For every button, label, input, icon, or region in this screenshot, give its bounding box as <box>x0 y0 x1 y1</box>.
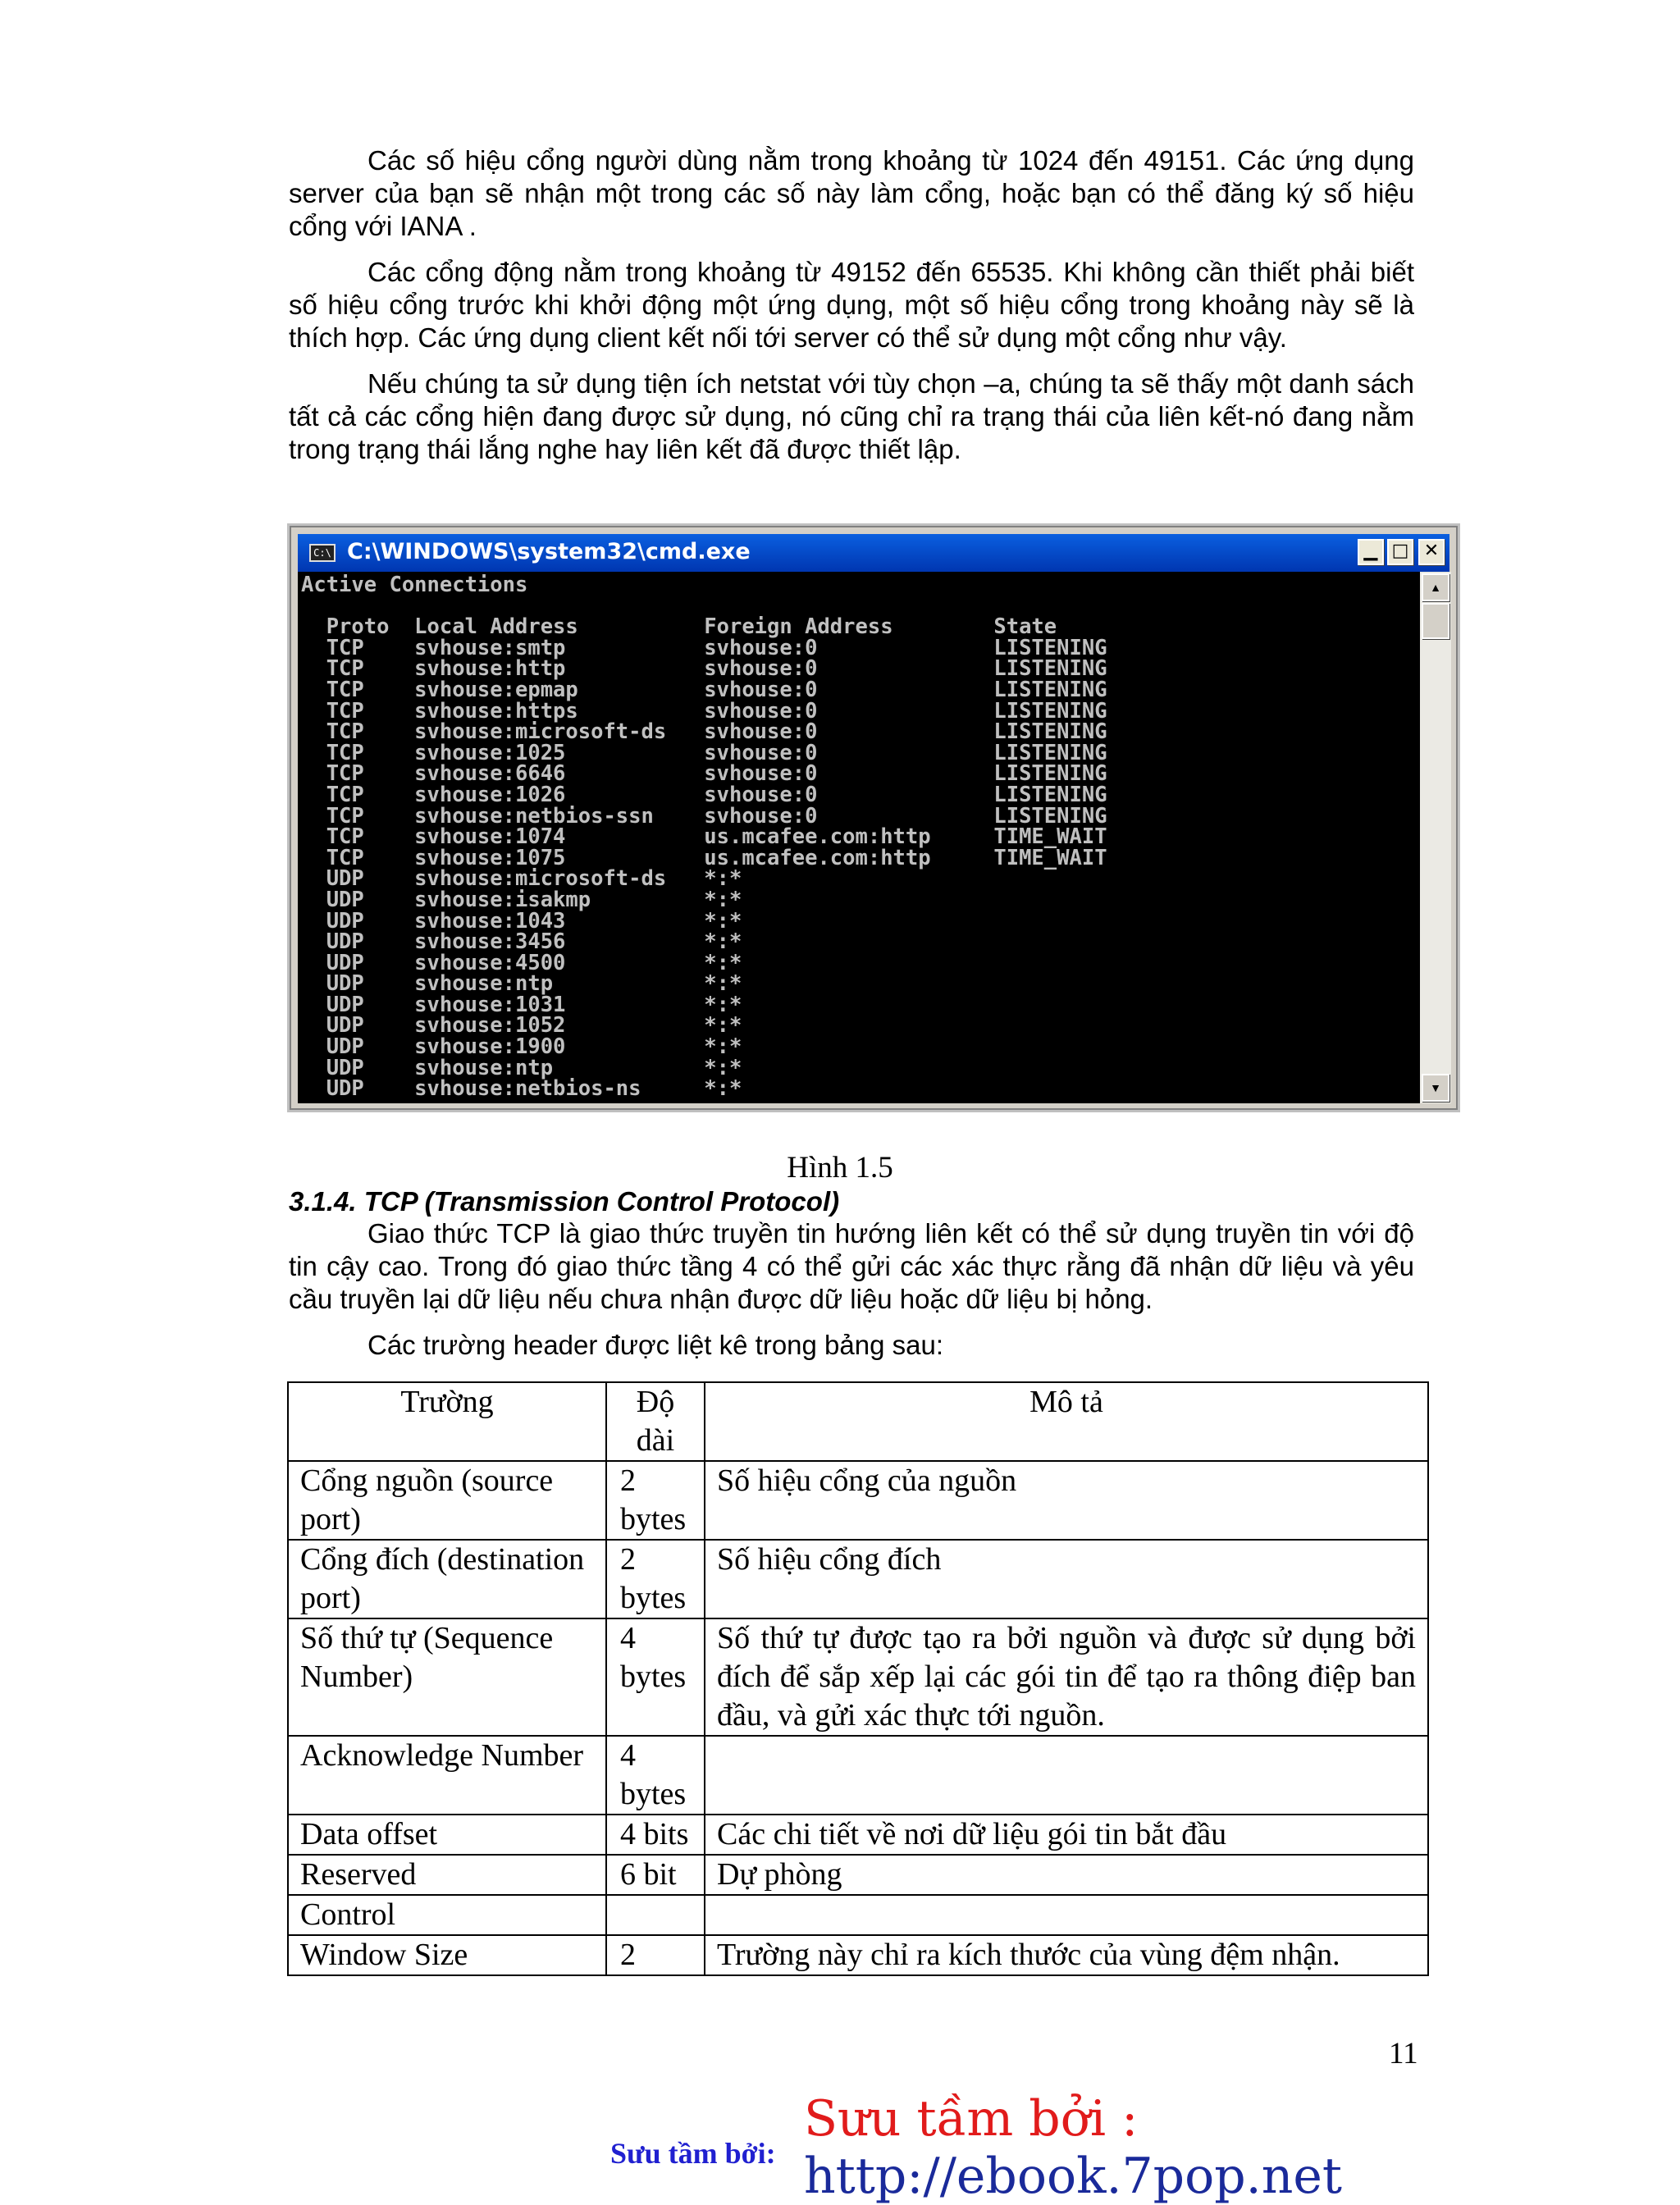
tcp-header-table <box>287 1381 1429 1976</box>
cmd-title-bar[interactable] <box>298 534 1449 572</box>
scroll-thumb[interactable] <box>1422 603 1449 639</box>
cell-field: Acknowledge Number <box>288 1736 606 1815</box>
watermark <box>804 2090 1680 2205</box>
cell-length: 6 bit <box>606 1855 705 1895</box>
section-heading: 3.1.4. TCP (Transmission Control Protocol) <box>289 1186 840 1217</box>
cell-field: Số thứ tự (Sequence Number) <box>288 1618 606 1736</box>
vertical-scrollbar[interactable] <box>1420 572 1451 1103</box>
cell-description: Dự phòng <box>705 1855 1428 1895</box>
cell-length: 2 <box>606 1935 705 1975</box>
header-cell-field: Trường <box>288 1382 606 1461</box>
cell-description: Trường này chỉ ra kích thước của vùng đệm nhận. <box>705 1935 1428 1975</box>
table-row <box>288 1935 1428 1975</box>
cell-description: Số thứ tự được tạo ra bởi nguồn và được sử dụng bởi đích để sắp xếp lại các gói tin để tạo ra thông điệp ban đầu, và gửi xác thực tới nguồn. <box>705 1618 1428 1736</box>
header-cell-length: Độ dài <box>606 1382 705 1461</box>
scroll-up-icon[interactable]: ▲ <box>1422 573 1449 601</box>
cell-description: Số hiệu cổng đích <box>705 1540 1428 1618</box>
table-row <box>288 1461 1428 1540</box>
close-icon[interactable]: ✕ <box>1418 539 1445 565</box>
paragraph-user-ports: Các số hiệu cổng người dùng nằm trong khoảng từ 1024 đến 49151. Các ứng dụng server của bạn sẽ nhận một trong các số này làm cổng, hoặc bạn có thể đăng ký số hiệu cổng với IANA . <box>289 145 1414 241</box>
table-row <box>288 1895 1428 1935</box>
cmd-output-text: Active Connections Proto Local Address Foreign Address State TCP svhouse:smtp svhouse:0 LISTENING TCP svhouse:http svhouse:0 LISTENING TCP svhouse:epmap svhouse:0 LISTENING TCP svhouse:https svhouse:0 LISTENING TCP svhouse:microsoft-ds svhouse:0 LISTENING TCP svhouse:1025 svhouse:0 LISTENING TCP svhouse:6646 svhouse:0 LISTENING TCP svhouse:1026 svhouse:0 LISTENING TCP svhouse:netbios-ssn svhouse:0 LISTENING TCP svhouse:1074 us.mcafee.com:http TIME_WAIT TCP svhouse:1075 us.mcafee.com:http TIME_WAIT UDP svhouse:microsoft-ds *:* UDP svhouse:isakmp *:* UDP svhouse:1043 *:* UDP svhouse:3456 *:* UDP svhouse:4500 *:* UDP svhouse:ntp *:* UDP svhouse:1031 *:* UDP svhouse:1052 *:* UDP svhouse:1900 *:* UDP svhouse:ntp *:* UDP svhouse:netbios-ns *:* <box>301 573 1107 1102</box>
paragraph-table-intro: Các trường header được liệt kê trong bảng sau: <box>368 1330 944 1360</box>
page-number: 11 <box>1389 2037 1418 2070</box>
maximize-icon[interactable]: □ <box>1387 539 1413 565</box>
cmd-title: C:\WINDOWS\system32\cmd.exe <box>347 539 751 564</box>
cell-length: 2 bytes <box>606 1461 705 1540</box>
watermark-label: Sưu tầm bởi: <box>610 2137 776 2170</box>
table-row <box>288 1736 1428 1815</box>
cell-field: Window Size <box>288 1935 606 1975</box>
cmd-icon: C:\ <box>309 544 336 562</box>
cell-field: Cổng đích (destination port) <box>288 1540 606 1618</box>
cell-field: Control <box>288 1895 606 1935</box>
minimize-icon[interactable]: ▁ <box>1358 539 1384 565</box>
cell-length: 4 bits <box>606 1815 705 1855</box>
paragraph-netstat: Nếu chúng ta sử dụng tiện ích netstat với tùy chọn –a, chúng ta sẽ thấy một danh sách tất cả các cổng hiện đang được sử dụng, nó cũng chỉ ra trạng thái của liên kết-nó đang nằm trong trạng thái lắng nghe hay liên kết đã được thiết lập. <box>289 368 1414 464</box>
figure-caption: Hình 1.5 <box>787 1151 893 1185</box>
table-header-row <box>288 1382 1428 1461</box>
cell-field: Data offset <box>288 1815 606 1855</box>
table-row <box>288 1855 1428 1895</box>
cell-length: 2 bytes <box>606 1540 705 1618</box>
scroll-down-icon[interactable]: ▼ <box>1422 1074 1449 1102</box>
paragraph-dynamic-ports: Các cổng động nằm trong khoảng từ 49152 đến 65535. Khi không cần thiết phải biết số hiệu cổng trước khi khởi động một ứng dụng, một số hiệu cổng trong khoảng này sẽ là thích hợp. Các ứng dụng client kết nối tới server có thể sử dụng một cổng như vậy. <box>289 257 1414 353</box>
cmd-output[interactable] <box>298 572 1420 1103</box>
watermark-prefix: Sưu tầm bởi : <box>804 2090 1139 2148</box>
cell-field: Reserved <box>288 1855 606 1895</box>
table-row <box>288 1540 1428 1618</box>
cell-length: 4 bytes <box>606 1736 705 1815</box>
table-row <box>288 1815 1428 1855</box>
cell-description: Các chi tiết về nơi dữ liệu gói tin bắt đầu <box>705 1815 1428 1855</box>
cell-field: Cổng nguồn (source port) <box>288 1461 606 1540</box>
table-row <box>288 1618 1428 1736</box>
cell-description <box>705 1736 1428 1815</box>
cell-description: Số hiệu cổng của nguồn <box>705 1461 1428 1540</box>
cmd-window <box>287 523 1460 1112</box>
header-cell-description: Mô tả <box>705 1382 1428 1461</box>
cell-length: 4 bytes <box>606 1618 705 1736</box>
cell-description <box>705 1895 1428 1935</box>
watermark-url[interactable]: http://ebook.7pop.net <box>804 2148 1342 2205</box>
cell-length <box>606 1895 705 1935</box>
paragraph-tcp: Giao thức TCP là giao thức truyền tin hướng liên kết có thể sử dụng truyền tin với độ tin cậy cao. Trong đó giao thức tầng 4 có thể gửi các xác thực rằng đã nhận dữ liệu và yêu cầu truyền lại dữ liệu nếu chưa nhận được dữ liệu hoặc dữ liệu bị hỏng. <box>289 1218 1414 1314</box>
